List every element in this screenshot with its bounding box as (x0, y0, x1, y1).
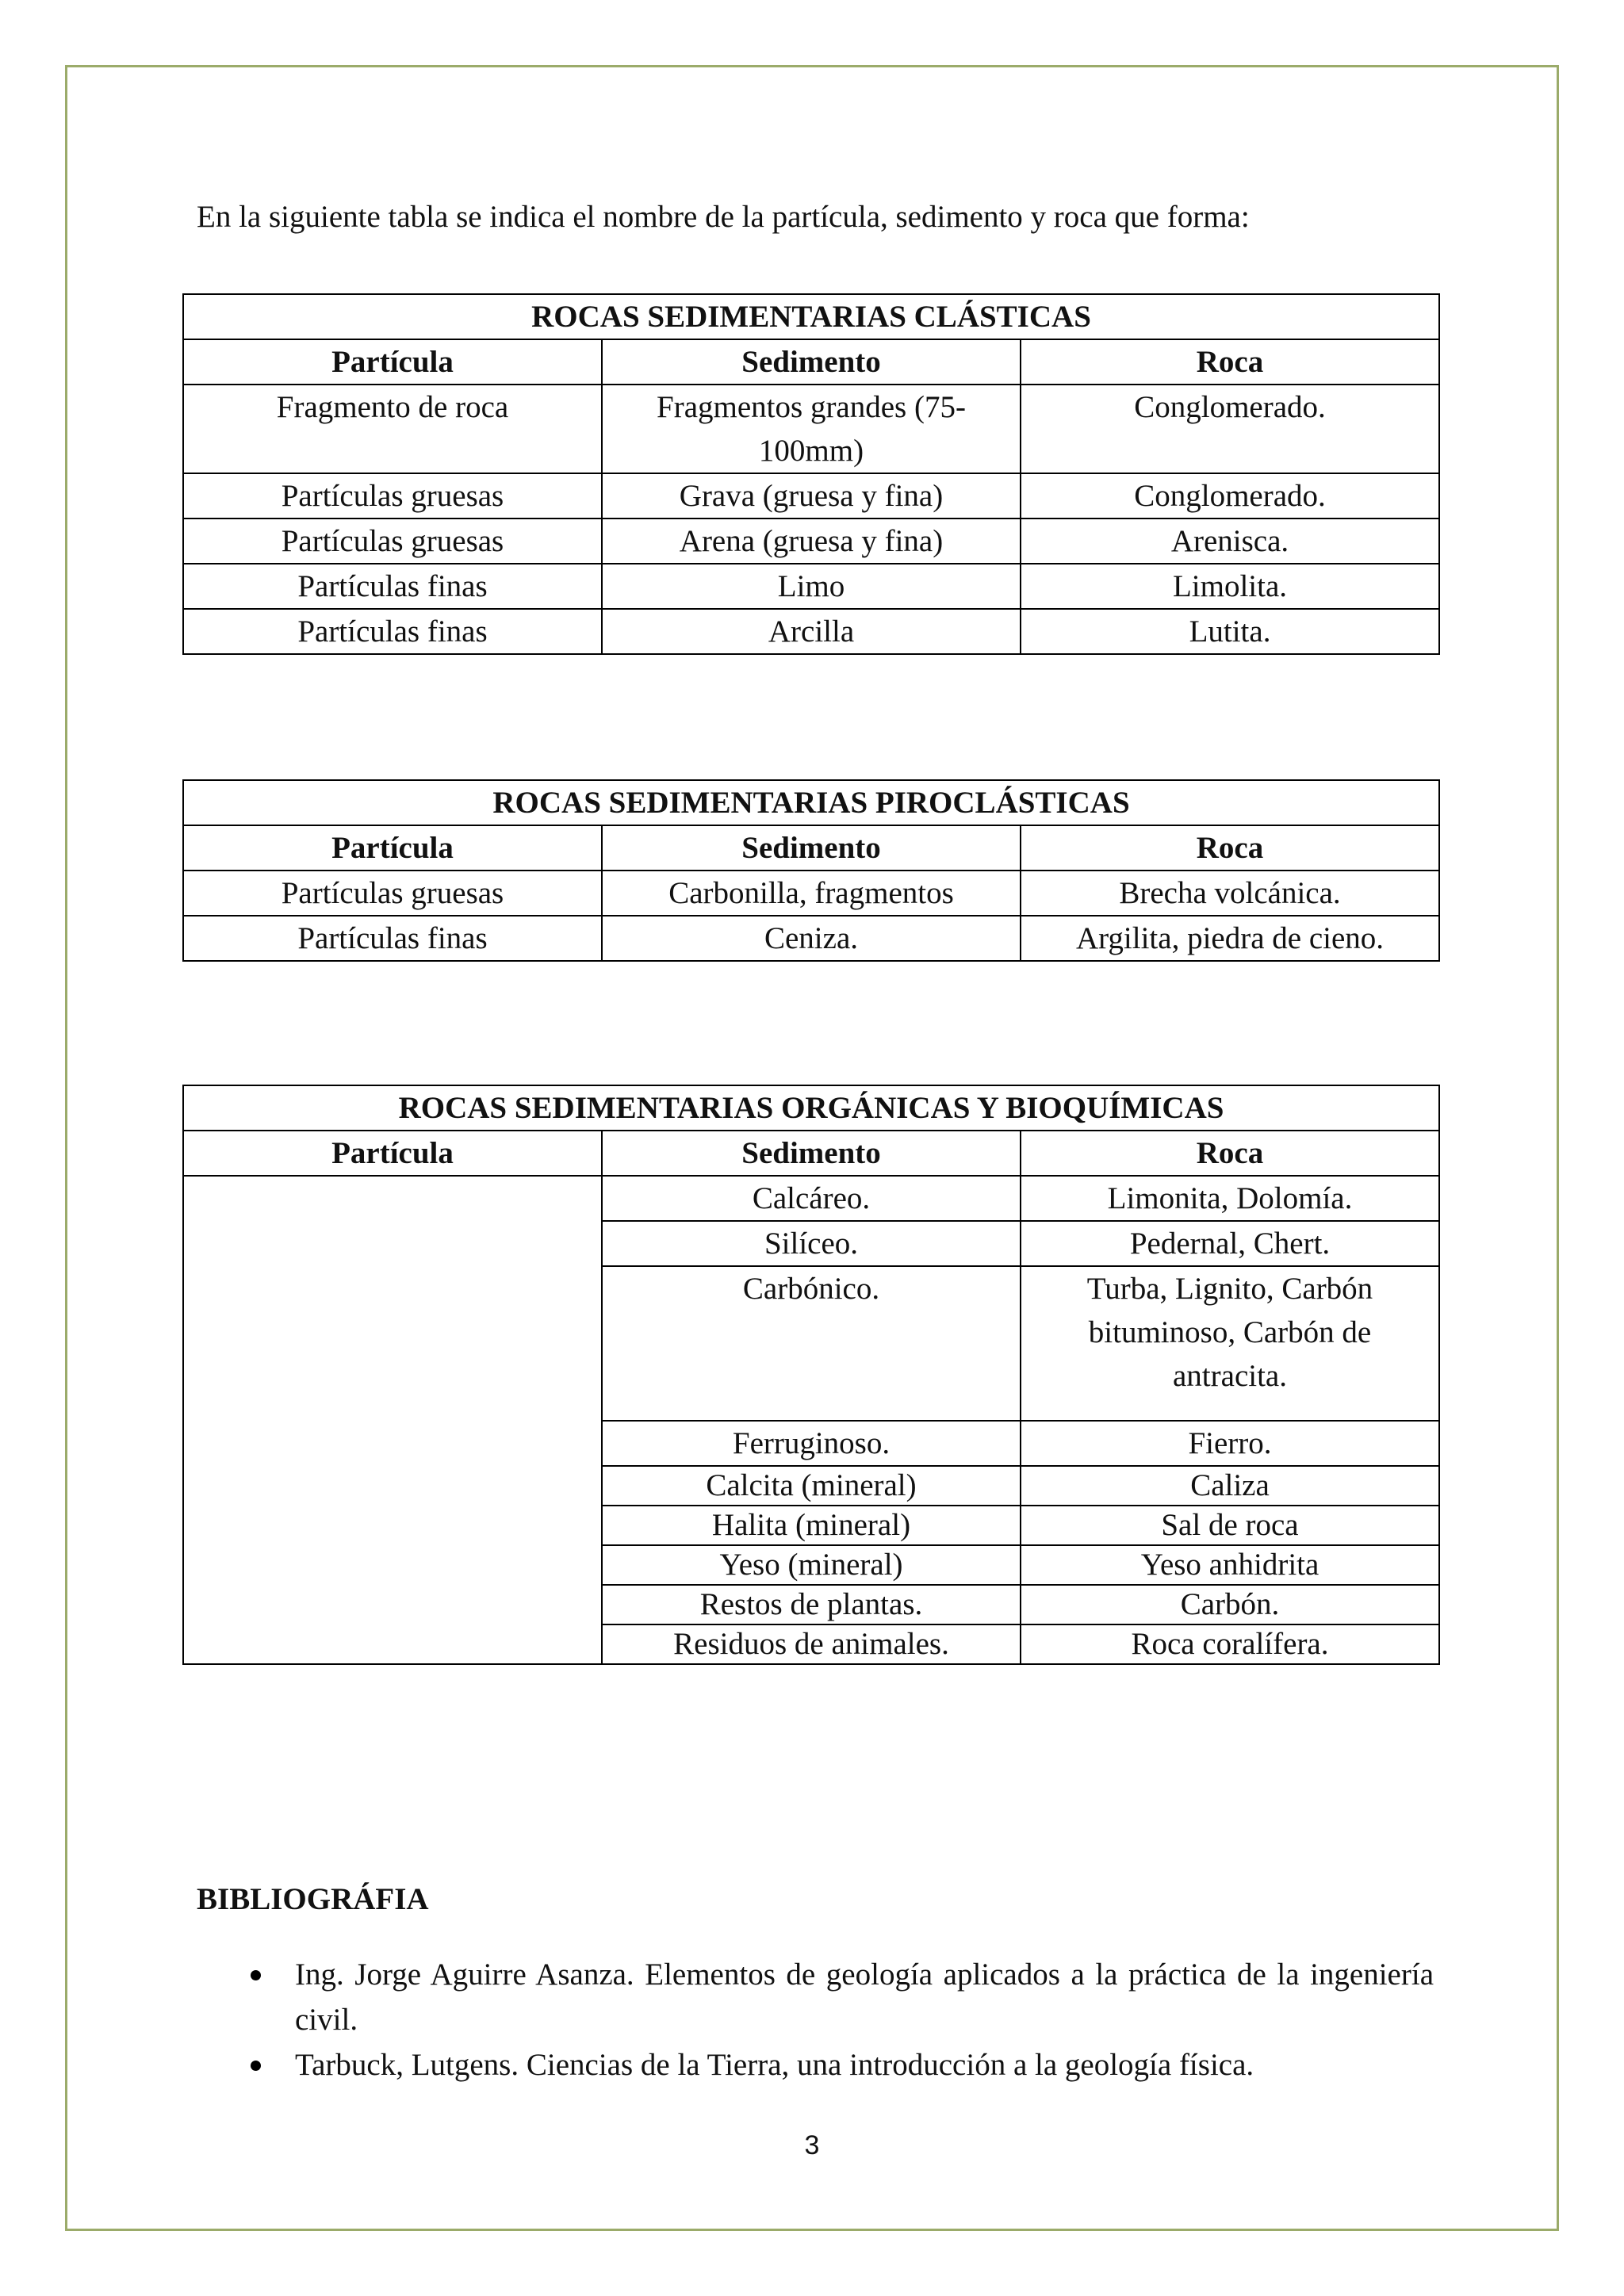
table-row (183, 564, 1439, 609)
rock-cell: Yeso anhidrita (1021, 1545, 1439, 1585)
bullet-icon (251, 1970, 261, 1980)
organic-biochemical-rocks-table (182, 1085, 1440, 1665)
column-header-sediment: Sedimento (602, 1131, 1021, 1176)
list-item (197, 1952, 1434, 2042)
particle-cell: Partículas gruesas (183, 473, 602, 519)
clastic-rocks-table (182, 293, 1440, 655)
table-row (183, 871, 1439, 916)
bibliography-entry: Tarbuck, Lutgens. Ciencias de la Tierra, una introducción a la geología física. (295, 2048, 1254, 2082)
particle-cell: Fragmento de roca (183, 385, 602, 473)
pyroclastic-rocks-table (182, 779, 1440, 962)
sediment-cell: Carbonilla, fragmentos (602, 871, 1021, 916)
sediment-cell: Arena (gruesa y fina) (602, 519, 1021, 564)
particle-cell (183, 1176, 602, 1664)
sediment-cell: Arcilla (602, 609, 1021, 654)
column-header-rock: Roca (1021, 339, 1439, 385)
table-row (183, 916, 1439, 961)
sediment-cell: Carbónico. (602, 1266, 1021, 1421)
rock-cell: Lutita. (1021, 609, 1439, 654)
sediment-cell: Silíceo. (602, 1221, 1021, 1266)
column-header-particle: Partícula (183, 339, 602, 385)
sediment-cell: Residuos de animales. (602, 1624, 1021, 1664)
column-header-sediment: Sedimento (602, 825, 1021, 871)
bibliography-entry: Ing. Jorge Aguirre Asanza. Elementos de geología aplicados a la práctica de la ingeniería civil. (295, 1957, 1434, 2037)
rock-cell: Roca coralífera. (1021, 1624, 1439, 1664)
intro-paragraph: En la siguiente tabla se indica el nombre de la partícula, sedimento y roca que forma: (197, 200, 1250, 234)
table-row (183, 473, 1439, 519)
column-header-particle: Partícula (183, 825, 602, 871)
bibliography-list (197, 1952, 1434, 2087)
rock-cell: Fierro. (1021, 1421, 1439, 1466)
table-row (183, 385, 1439, 473)
sediment-cell: Halita (mineral) (602, 1506, 1021, 1545)
particle-cell: Partículas finas (183, 564, 602, 609)
rock-cell: Pedernal, Chert. (1021, 1221, 1439, 1266)
rock-cell: Limonita, Dolomía. (1021, 1176, 1439, 1221)
table-title: ROCAS SEDIMENTARIAS CLÁSTICAS (183, 294, 1439, 339)
sediment-cell: Restos de plantas. (602, 1585, 1021, 1624)
column-header-particle: Partícula (183, 1131, 602, 1176)
particle-cell: Partículas gruesas (183, 871, 602, 916)
particle-cell: Partículas finas (183, 609, 602, 654)
list-item (197, 2042, 1434, 2087)
page-number: 3 (804, 2130, 820, 2160)
rock-cell: Limolita. (1021, 564, 1439, 609)
sediment-cell: Calcáreo. (602, 1176, 1021, 1221)
rock-cell: Conglomerado. (1021, 473, 1439, 519)
table-row (183, 1176, 1439, 1221)
sediment-cell: Fragmentos grandes (75-100mm) (602, 385, 1021, 473)
table-row (183, 519, 1439, 564)
rock-cell: Sal de roca (1021, 1506, 1439, 1545)
sediment-cell: Ferruginoso. (602, 1421, 1021, 1466)
column-header-sediment: Sedimento (602, 339, 1021, 385)
column-header-rock: Roca (1021, 825, 1439, 871)
sediment-cell: Ceniza. (602, 916, 1021, 961)
table-title: ROCAS SEDIMENTARIAS PIROCLÁSTICAS (183, 780, 1439, 825)
bullet-icon (251, 2061, 261, 2071)
rock-cell: Argilita, piedra de cieno. (1021, 916, 1439, 961)
bibliography-heading: BIBLIOGRÁFIA (197, 1882, 429, 1916)
table-title: ROCAS SEDIMENTARIAS ORGÁNICAS Y BIOQUÍMICAS (183, 1085, 1439, 1131)
table-row (183, 609, 1439, 654)
sediment-cell: Yeso (mineral) (602, 1545, 1021, 1585)
rock-cell: Conglomerado. (1021, 385, 1439, 473)
rock-cell: Arenisca. (1021, 519, 1439, 564)
rock-cell: Caliza (1021, 1466, 1439, 1506)
particle-cell: Partículas finas (183, 916, 602, 961)
sediment-cell: Calcita (mineral) (602, 1466, 1021, 1506)
sediment-cell: Grava (gruesa y fina) (602, 473, 1021, 519)
sediment-cell: Limo (602, 564, 1021, 609)
rock-cell: Turba, Lignito, Carbón bituminoso, Carbón de antracita. (1021, 1266, 1439, 1421)
rock-cell: Carbón. (1021, 1585, 1439, 1624)
column-header-rock: Roca (1021, 1131, 1439, 1176)
particle-cell: Partículas gruesas (183, 519, 602, 564)
rock-cell: Brecha volcánica. (1021, 871, 1439, 916)
